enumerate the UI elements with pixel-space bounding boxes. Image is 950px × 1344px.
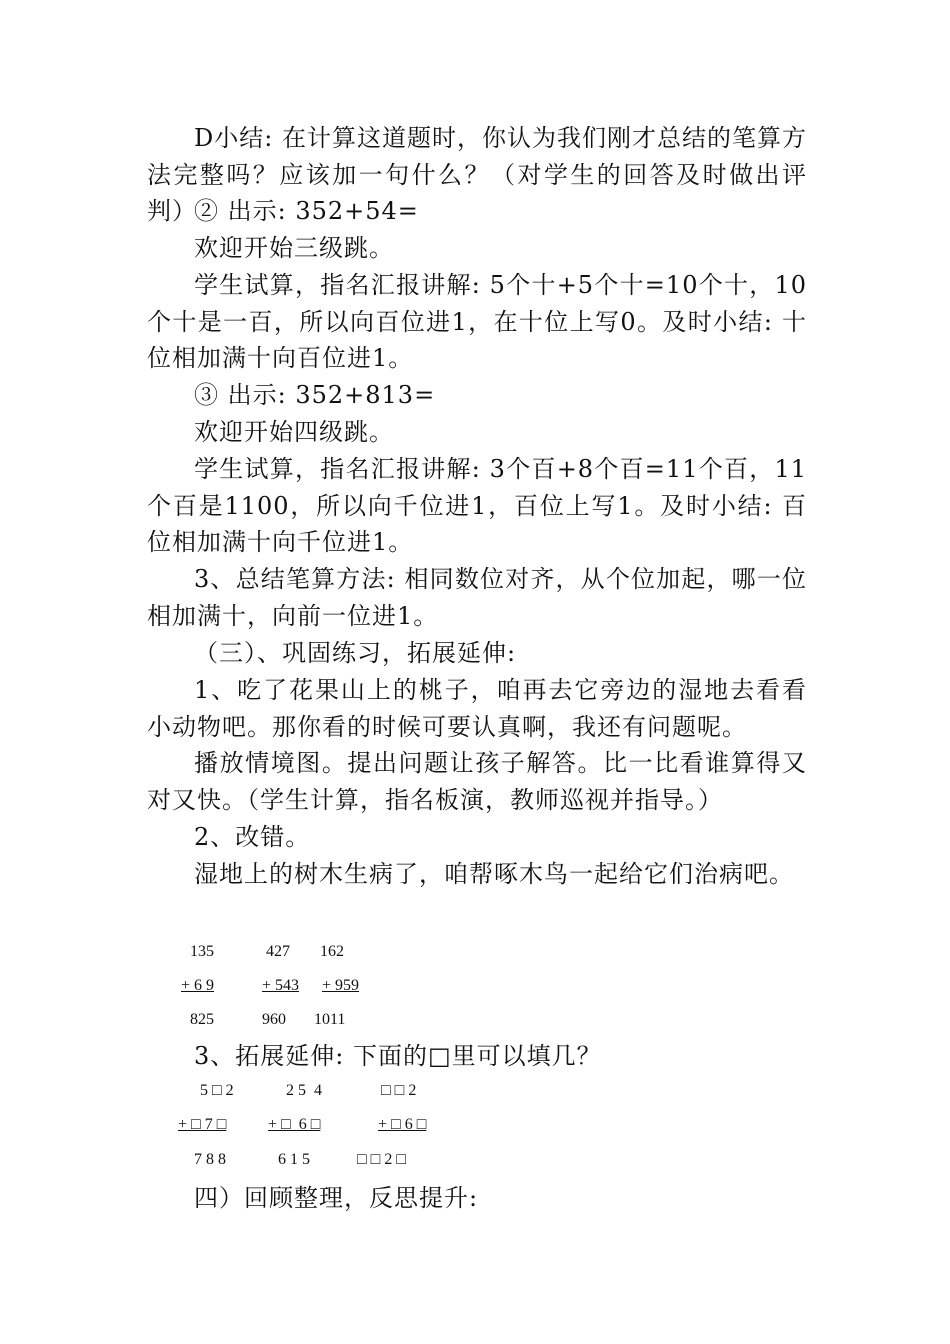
problem-3-addend2: + 959: [322, 977, 360, 994]
summary-paragraph: D小结: 在计算这道题时，你认为我们刚才总结的笔算方法完整吗？应该加一句什么？（对学生的回答及时做出评判）: [147, 124, 807, 226]
example-3-explanation: 学生试算，指名汇报讲解: 3个百+8个百=11个百，11个百是1100，所以向千位进1，百位上写1。及时小结: 百位相加满十向千位进1。: [147, 455, 807, 557]
fill-3-addend2: + □ 6 □: [378, 1116, 427, 1133]
exercise-2-story: 湿地上的树木生病了，咱帮啄木鸟一起给它们治病吧。: [194, 860, 794, 888]
problem-1-result: 825: [190, 1011, 214, 1028]
exercise-2-title: 2、改错。: [194, 823, 311, 851]
fill-3-addend: □ □ 2: [381, 1082, 417, 1099]
fill-1-addend: 5 □ 2: [200, 1082, 234, 1099]
problem-3-result: 1011: [314, 1011, 346, 1028]
exercise-1: 1、吃了花果山上的桃子，咱再去它旁边的湿地去看看小动物吧。那你看的时候可要认真啊，我还有问题呢。: [147, 676, 807, 741]
problem-2-result: 960: [262, 1011, 286, 1028]
problem-2-addend: 427: [266, 943, 290, 960]
problem-3-addend: 162: [320, 943, 344, 960]
method-summary: 3、总结笔算方法: 相同数位对齐，从个位加起，哪一位相加满十，向前一位进1。: [147, 565, 807, 630]
fill-3-result: □ □ 2 □: [357, 1151, 406, 1168]
exercise-1-instructions: 播放情境图。提出问题让孩子解答。比一比看谁算得又对又快。（学生计算，指名板演，教师巡视并指导。）: [147, 749, 807, 814]
section-3-heading: （三）、巩固练习，拓展延伸:: [194, 639, 517, 667]
fill-2-addend: 2 5 4: [286, 1082, 322, 1099]
problem-2-addend2: + 543: [262, 977, 300, 994]
fill-1-result: 7 8 8: [194, 1151, 226, 1168]
example-2-prompt: ② 出示: 352+54=: [194, 197, 419, 225]
level-3-jump: 欢迎开始三级跳。: [194, 234, 394, 262]
example-3-prompt: ③ 出示: 352+813=: [194, 381, 436, 409]
extension-title: 3、拓展延伸: 下面的□里可以填几？: [194, 1042, 602, 1070]
example-2-explanation: 学生试算，指名汇报讲解: 5个十+5个十=10个十，10个十是一百，所以向百位进1，在十位上写0。及时小结: 十位相加满十向百位进1。: [147, 271, 807, 373]
problem-1-addend: 135: [190, 943, 214, 960]
fill-2-result: 6 1 5: [278, 1151, 310, 1168]
section-4-heading: 四）回顾整理，反思提升:: [194, 1184, 479, 1212]
fill-1-addend2: + □ 7 □: [178, 1116, 227, 1133]
level-4-jump: 欢迎开始四级跳。: [194, 418, 394, 446]
fill-2-addend2: + □ 6 □: [268, 1116, 321, 1133]
problem-1-addend2: + 6 9: [181, 977, 215, 994]
